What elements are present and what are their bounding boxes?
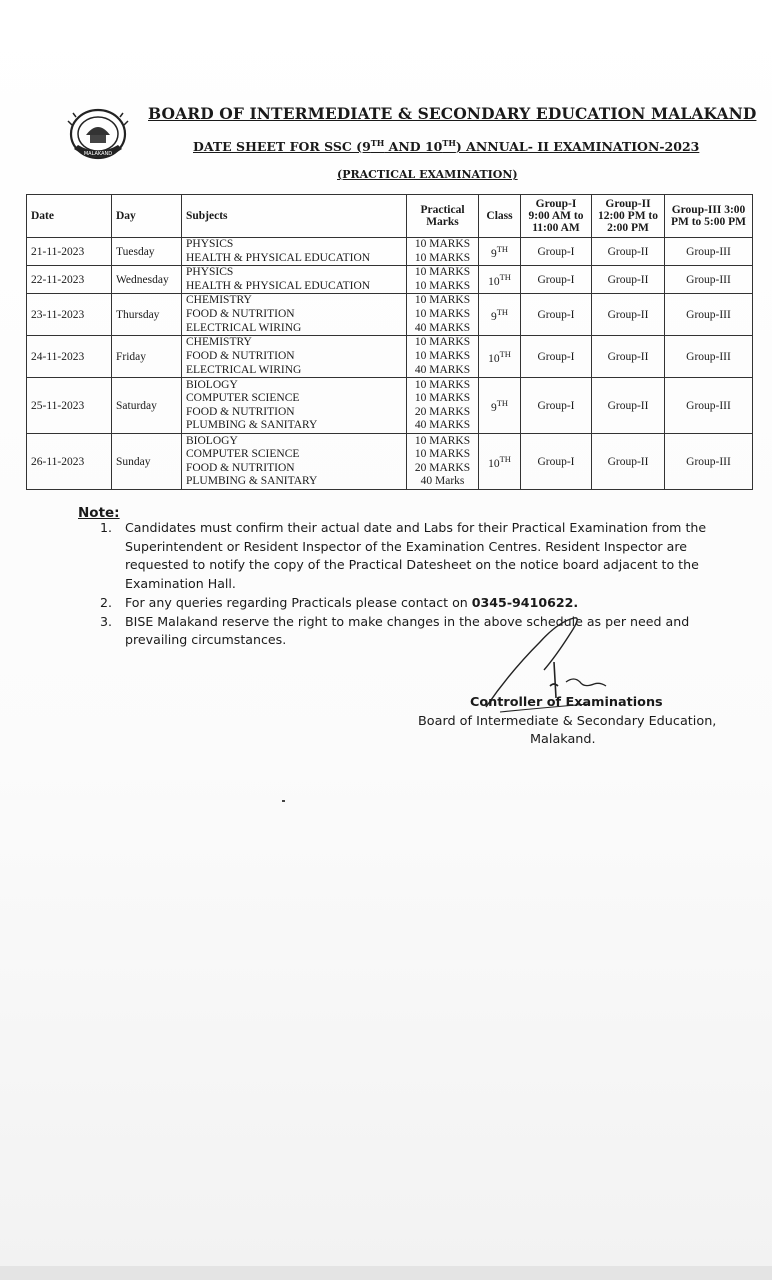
cell-group-2: Group-II (592, 336, 665, 378)
class-number: 10 (488, 275, 500, 288)
datesheet-subtitle: (PRACTICAL EXAMINATION) (337, 168, 518, 181)
table-row (27, 294, 753, 336)
subject-name: CHEMISTRY (186, 336, 252, 349)
cell-class (479, 434, 521, 490)
cell-class (479, 378, 521, 434)
cell-group-1: Group-I (521, 434, 592, 490)
subject-name: FOOD & NUTRITION (186, 405, 295, 418)
note-item: 2. For any queries regarding Practicals please contact on 0345-9410622. (100, 594, 579, 610)
cell-class (479, 336, 521, 378)
stray-mark (282, 800, 285, 802)
cell-class (479, 238, 521, 266)
cell-day: Saturday (112, 378, 182, 434)
class-number: 9 (490, 401, 497, 414)
marks-value: 10 MARKS (414, 279, 471, 292)
subject-name: PLUMBING & SANITARY (186, 475, 318, 488)
signatory-board: Board of Intermediate & Secondary Education, (418, 713, 717, 729)
cell-class (479, 266, 521, 294)
col-group-3: Group-III 3:00 PM to 5:00 PM (665, 195, 753, 238)
table-row (27, 434, 753, 490)
cell-group-1: Group-I (521, 294, 592, 336)
cell-subjects (182, 434, 407, 490)
cell-marks (407, 238, 479, 266)
cell-group-2: Group-II (592, 238, 665, 266)
class-suffix: TH (496, 243, 509, 254)
cell-group-3: Group-III (665, 294, 753, 336)
cell-group-1: Group-I (521, 378, 592, 434)
marks-value: 10 MARKS (414, 378, 471, 391)
cell-date: 21-11-2023 (27, 238, 112, 266)
cell-day: Friday (112, 336, 182, 378)
class-suffix: TH (496, 397, 509, 408)
marks-value: 40 MARKS (414, 321, 471, 334)
marks-value: 10 MARKS (414, 336, 471, 349)
col-class: Class (479, 195, 521, 238)
table-row (27, 238, 753, 266)
signatory-title: Controller of Examinations (470, 695, 663, 710)
cell-subjects (182, 238, 407, 266)
class-number: 10 (488, 352, 500, 365)
cell-group-2: Group-II (592, 294, 665, 336)
cell-group-1: Group-I (521, 238, 592, 266)
signature-block (418, 694, 738, 750)
note-item: 3. BISE Malakand reserve the right to make changes in the above schedule as per need and prevailing circumstances. (100, 613, 690, 648)
cell-date: 26-11-2023 (27, 434, 112, 490)
marks-value: 10 MARKS (414, 266, 471, 279)
subject-name: PHYSICS (186, 266, 234, 279)
marks-value: 40 MARKS (414, 419, 471, 432)
datesheet-title: DATE SHEET FOR SSC (9TH AND 10TH) ANNUAL- II EXAMINATION-2023 (193, 138, 700, 155)
notes-list (100, 519, 750, 650)
cell-date: 24-11-2023 (27, 336, 112, 378)
note-title: Note: (78, 505, 120, 521)
col-date: Date (27, 195, 112, 238)
class-number: 9 (490, 247, 497, 260)
board-title: BOARD OF INTERMEDIATE & SECONDARY EDUCATION MALAKAND (148, 104, 757, 123)
cell-group-2: Group-II (592, 266, 665, 294)
marks-value: 10 MARKS (414, 294, 471, 307)
subject-name: ELECTRICAL WIRING (186, 321, 302, 334)
marks-value: 10 MARKS (414, 350, 471, 363)
table-row (27, 336, 753, 378)
cell-group-3: Group-III (665, 434, 753, 490)
cell-date: 23-11-2023 (27, 294, 112, 336)
svg-text:MALAKAND: MALAKAND (83, 151, 113, 157)
cell-group-3: Group-III (665, 238, 753, 266)
subject-name: COMPUTER SCIENCE (186, 448, 300, 461)
col-subjects: Subjects (182, 195, 407, 238)
class-suffix: TH (499, 348, 511, 359)
col-day: Day (112, 195, 182, 238)
cell-marks (407, 266, 479, 294)
subject-name: BIOLOGY (186, 434, 238, 447)
subject-name: PLUMBING & SANITARY (186, 419, 318, 432)
subject-name: CHEMISTRY (186, 294, 252, 307)
subject-name: FOOD & NUTRITION (186, 461, 295, 474)
col-marks: Practical Marks (407, 195, 479, 238)
table-row (27, 378, 753, 434)
cell-subjects (182, 336, 407, 378)
cell-group-3: Group-III (665, 266, 753, 294)
subject-name: BIOLOGY (186, 378, 238, 391)
cell-subjects (182, 294, 407, 336)
cell-group-1: Group-I (521, 336, 592, 378)
marks-value: 10 MARKS (414, 251, 471, 264)
marks-value: 10 MARKS (414, 434, 471, 447)
marks-value: 20 MARKS (414, 405, 471, 418)
cell-group-2: Group-II (592, 434, 665, 490)
marks-value: 10 MARKS (414, 238, 471, 250)
cell-subjects (182, 378, 407, 434)
subject-name: HEALTH & PHYSICAL EDUCATION (186, 279, 371, 292)
col-group-2: Group-II 12:00 PM to 2:00 PM (592, 195, 665, 238)
class-number: 10 (488, 457, 500, 470)
page-bottom-edge (0, 1266, 772, 1280)
subject-name: FOOD & NUTRITION (186, 350, 295, 363)
class-suffix: TH (499, 271, 511, 282)
bise-malakand-seal-icon (66, 105, 130, 167)
marks-value: 40 MARKS (414, 363, 471, 376)
subject-name: FOOD & NUTRITION (186, 308, 295, 321)
cell-day: Tuesday (112, 238, 182, 266)
datesheet-table (26, 194, 753, 490)
class-suffix: TH (499, 453, 511, 464)
col-group-1: Group-I 9:00 AM to 11:00 AM (521, 195, 592, 238)
cell-marks (407, 434, 479, 490)
cell-marks (407, 378, 479, 434)
cell-group-3: Group-III (665, 336, 753, 378)
table-row (27, 266, 753, 294)
cell-day: Sunday (112, 434, 182, 490)
subject-name: HEALTH & PHYSICAL EDUCATION (186, 251, 371, 264)
subject-name: COMPUTER SCIENCE (186, 392, 300, 405)
subject-name: PHYSICS (186, 238, 234, 250)
cell-date: 25-11-2023 (27, 378, 112, 434)
note-item: 1. Candidates must confirm their actual date and Labs for their Practical Examination from the Superintendent or Resident Inspector of the Examination Centres. Resident Inspector are requested to notify the copy of the Practical Datesheet on the notice board adjacent to the Examination Hall. (100, 520, 707, 592)
signatory-place: Malakand. (530, 732, 596, 747)
table-header-row (27, 195, 753, 238)
cell-group-3: Group-III (665, 378, 753, 434)
marks-value: 10 MARKS (414, 448, 471, 461)
cell-marks (407, 294, 479, 336)
cell-day: Wednesday (112, 266, 182, 294)
cell-subjects (182, 266, 407, 294)
class-suffix: TH (496, 306, 509, 317)
subject-name: ELECTRICAL WIRING (186, 363, 302, 376)
marks-value: 40 Marks (420, 475, 465, 488)
cell-group-1: Group-I (521, 266, 592, 294)
cell-date: 22-11-2023 (27, 266, 112, 294)
contact-number: 0345-9410622. (471, 594, 579, 610)
cell-class (479, 294, 521, 336)
marks-value: 10 MARKS (414, 392, 471, 405)
cell-group-2: Group-II (592, 378, 665, 434)
marks-value: 10 MARKS (414, 308, 471, 321)
marks-value: 20 MARKS (414, 461, 471, 474)
cell-marks (407, 336, 479, 378)
cell-day: Thursday (112, 294, 182, 336)
class-number: 9 (490, 310, 497, 323)
